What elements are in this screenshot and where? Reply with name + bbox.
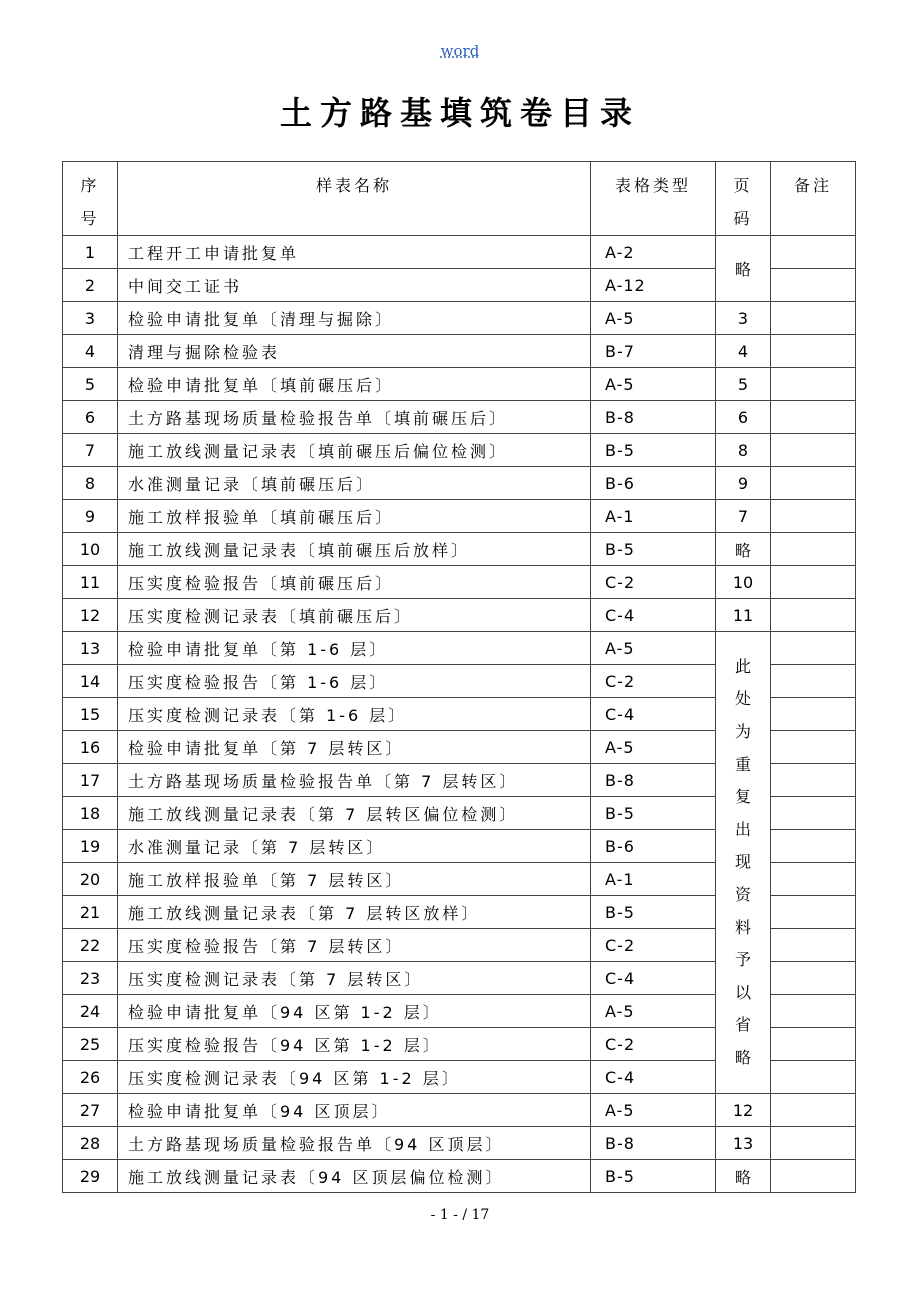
row-seq: 6 bbox=[63, 401, 118, 434]
row-name: 土方路基现场质量检验报告单〔填前碾压后〕 bbox=[118, 401, 591, 434]
header-note: 备注 bbox=[771, 162, 856, 236]
row-page: 9 bbox=[716, 467, 771, 500]
row-seq: 19 bbox=[63, 830, 118, 863]
row-seq: 18 bbox=[63, 797, 118, 830]
row-type: C-4 bbox=[591, 599, 716, 632]
row-note bbox=[771, 302, 856, 335]
row-type: C-4 bbox=[591, 1061, 716, 1094]
row-note bbox=[771, 929, 856, 962]
row-type: B-5 bbox=[591, 1160, 716, 1193]
table-row bbox=[63, 566, 856, 599]
page-footer: - 1 - / 17 bbox=[430, 1207, 490, 1223]
row-name: 土方路基现场质量检验报告单〔94 区顶层〕 bbox=[118, 1127, 591, 1160]
row-type: B-8 bbox=[591, 1127, 716, 1160]
row-name: 检验申请批复单〔填前碾压后〕 bbox=[118, 368, 591, 401]
table-row bbox=[63, 1160, 856, 1193]
row-page: 7 bbox=[716, 500, 771, 533]
row-name: 检验申请批复单〔第 7 层转区〕 bbox=[118, 731, 591, 764]
table-row bbox=[63, 599, 856, 632]
merged-note-text: 此处为重复出现资料予以省略 bbox=[734, 656, 751, 1067]
header-type: 表格类型 bbox=[591, 162, 716, 236]
row-note bbox=[771, 962, 856, 995]
row-name: 压实度检验报告〔第 7 层转区〕 bbox=[118, 929, 591, 962]
row-note bbox=[771, 467, 856, 500]
row-name: 施工放样报验单〔填前碾压后〕 bbox=[118, 500, 591, 533]
row-seq: 28 bbox=[63, 1127, 118, 1160]
row-page: 4 bbox=[716, 335, 771, 368]
row-name: 施工放线测量记录表〔第 7 层转区放样〕 bbox=[118, 896, 591, 929]
row-type: B-5 bbox=[591, 434, 716, 467]
table-row bbox=[63, 401, 856, 434]
row-seq: 21 bbox=[63, 896, 118, 929]
row-note bbox=[771, 830, 856, 863]
row-page: 10 bbox=[716, 566, 771, 599]
row-note bbox=[771, 797, 856, 830]
header-page: 页码 bbox=[716, 162, 771, 236]
row-name: 压实度检测记录表〔填前碾压后〕 bbox=[118, 599, 591, 632]
row-seq: 29 bbox=[63, 1160, 118, 1193]
row-name: 施工放线测量记录表〔94 区顶层偏位检测〕 bbox=[118, 1160, 591, 1193]
table-row bbox=[63, 1127, 856, 1160]
row-type: B-5 bbox=[591, 797, 716, 830]
row-name: 水准测量记录〔第 7 层转区〕 bbox=[118, 830, 591, 863]
row-type: B-5 bbox=[591, 896, 716, 929]
table-body bbox=[63, 236, 856, 1193]
row-type: C-4 bbox=[591, 962, 716, 995]
header-link[interactable]: word bbox=[440, 42, 480, 60]
row-seq: 4 bbox=[63, 335, 118, 368]
row-name: 压实度检验报告〔填前碾压后〕 bbox=[118, 566, 591, 599]
row-type: B-5 bbox=[591, 533, 716, 566]
table-row bbox=[63, 500, 856, 533]
row-type: A-12 bbox=[591, 269, 716, 302]
row-seq: 13 bbox=[63, 632, 118, 665]
row-note bbox=[771, 1160, 856, 1193]
row-seq: 24 bbox=[63, 995, 118, 1028]
row-seq: 26 bbox=[63, 1061, 118, 1094]
row-name: 施工放样报验单〔第 7 层转区〕 bbox=[118, 863, 591, 896]
row-note bbox=[771, 599, 856, 632]
row-type: A-5 bbox=[591, 368, 716, 401]
row-name: 压实度检测记录表〔94 区第 1-2 层〕 bbox=[118, 1061, 591, 1094]
row-note bbox=[771, 533, 856, 566]
row-name: 检验申请批复单〔94 区第 1-2 层〕 bbox=[118, 995, 591, 1028]
row-seq: 10 bbox=[63, 533, 118, 566]
row-type: C-2 bbox=[591, 566, 716, 599]
row-name: 施工放线测量记录表〔填前碾压后偏位检测〕 bbox=[118, 434, 591, 467]
row-seq: 5 bbox=[63, 368, 118, 401]
row-note bbox=[771, 665, 856, 698]
row-type: A-5 bbox=[591, 1094, 716, 1127]
row-note bbox=[771, 995, 856, 1028]
row-seq: 1 bbox=[63, 236, 118, 269]
table-row bbox=[63, 467, 856, 500]
row-seq: 17 bbox=[63, 764, 118, 797]
row-page-merged: 略 bbox=[716, 236, 771, 302]
row-page: 3 bbox=[716, 302, 771, 335]
row-name: 中间交工证书 bbox=[118, 269, 591, 302]
row-note bbox=[771, 731, 856, 764]
header-seq: 序号 bbox=[63, 162, 118, 236]
row-note bbox=[771, 764, 856, 797]
table-row bbox=[63, 434, 856, 467]
table-row bbox=[63, 533, 856, 566]
row-name: 检验申请批复单〔94 区顶层〕 bbox=[118, 1094, 591, 1127]
row-note bbox=[771, 1094, 856, 1127]
row-note bbox=[771, 896, 856, 929]
row-seq: 7 bbox=[63, 434, 118, 467]
row-seq: 2 bbox=[63, 269, 118, 302]
row-name: 压实度检测记录表〔第 1-6 层〕 bbox=[118, 698, 591, 731]
row-type: A-5 bbox=[591, 731, 716, 764]
row-seq: 14 bbox=[63, 665, 118, 698]
row-type: B-7 bbox=[591, 335, 716, 368]
row-seq: 11 bbox=[63, 566, 118, 599]
row-name: 施工放线测量记录表〔第 7 层转区偏位检测〕 bbox=[118, 797, 591, 830]
row-name: 压实度检验报告〔第 1-6 层〕 bbox=[118, 665, 591, 698]
table-row bbox=[63, 302, 856, 335]
row-page: 12 bbox=[716, 1094, 771, 1127]
row-note bbox=[771, 1061, 856, 1094]
row-note bbox=[771, 863, 856, 896]
row-name: 压实度检验报告〔94 区第 1-2 层〕 bbox=[118, 1028, 591, 1061]
row-type: C-2 bbox=[591, 1028, 716, 1061]
row-note bbox=[771, 335, 856, 368]
row-type: A-5 bbox=[591, 302, 716, 335]
row-seq: 9 bbox=[63, 500, 118, 533]
table-row bbox=[63, 1094, 856, 1127]
row-type: B-8 bbox=[591, 401, 716, 434]
row-type: C-2 bbox=[591, 665, 716, 698]
row-name: 检验申请批复单〔清理与掘除〕 bbox=[118, 302, 591, 335]
row-page: 略 bbox=[716, 533, 771, 566]
row-note bbox=[771, 401, 856, 434]
row-seq: 3 bbox=[63, 302, 118, 335]
row-type: A-2 bbox=[591, 236, 716, 269]
row-note bbox=[771, 236, 856, 269]
row-note bbox=[771, 632, 856, 665]
row-name: 清理与掘除检验表 bbox=[118, 335, 591, 368]
row-type: B-8 bbox=[591, 764, 716, 797]
row-note bbox=[771, 368, 856, 401]
table-header-row bbox=[63, 162, 856, 236]
row-name: 工程开工申请批复单 bbox=[118, 236, 591, 269]
row-name: 检验申请批复单〔第 1-6 层〕 bbox=[118, 632, 591, 665]
row-seq: 22 bbox=[63, 929, 118, 962]
row-page: 略 bbox=[716, 1160, 771, 1193]
page-title: 土方路基填筑卷目录 bbox=[279, 94, 640, 132]
table-row bbox=[63, 368, 856, 401]
row-note bbox=[771, 500, 856, 533]
row-seq: 12 bbox=[63, 599, 118, 632]
row-type: B-6 bbox=[591, 830, 716, 863]
row-page: 13 bbox=[716, 1127, 771, 1160]
row-seq: 15 bbox=[63, 698, 118, 731]
row-seq: 25 bbox=[63, 1028, 118, 1061]
row-page-merged bbox=[716, 632, 771, 1094]
row-note bbox=[771, 698, 856, 731]
row-name: 土方路基现场质量检验报告单〔第 7 层转区〕 bbox=[118, 764, 591, 797]
row-type: B-6 bbox=[591, 467, 716, 500]
table-row bbox=[63, 236, 856, 269]
row-name: 压实度检测记录表〔第 7 层转区〕 bbox=[118, 962, 591, 995]
row-note bbox=[771, 269, 856, 302]
catalog-table bbox=[62, 161, 856, 1193]
row-note bbox=[771, 434, 856, 467]
row-seq: 16 bbox=[63, 731, 118, 764]
row-type: A-5 bbox=[591, 995, 716, 1028]
row-seq: 20 bbox=[63, 863, 118, 896]
row-note bbox=[771, 1028, 856, 1061]
row-name: 水准测量记录〔填前碾压后〕 bbox=[118, 467, 591, 500]
row-type: A-1 bbox=[591, 500, 716, 533]
row-page: 8 bbox=[716, 434, 771, 467]
row-page: 6 bbox=[716, 401, 771, 434]
row-type: A-5 bbox=[591, 632, 716, 665]
row-type: C-2 bbox=[591, 929, 716, 962]
table-row bbox=[63, 335, 856, 368]
row-seq: 8 bbox=[63, 467, 118, 500]
row-note bbox=[771, 1127, 856, 1160]
row-seq: 27 bbox=[63, 1094, 118, 1127]
row-note bbox=[771, 566, 856, 599]
row-seq: 23 bbox=[63, 962, 118, 995]
row-name: 施工放线测量记录表〔填前碾压后放样〕 bbox=[118, 533, 591, 566]
row-page: 5 bbox=[716, 368, 771, 401]
table-row bbox=[63, 632, 856, 665]
row-type: C-4 bbox=[591, 698, 716, 731]
row-type: A-1 bbox=[591, 863, 716, 896]
header-name: 样表名称 bbox=[118, 162, 591, 236]
row-page: 11 bbox=[716, 599, 771, 632]
